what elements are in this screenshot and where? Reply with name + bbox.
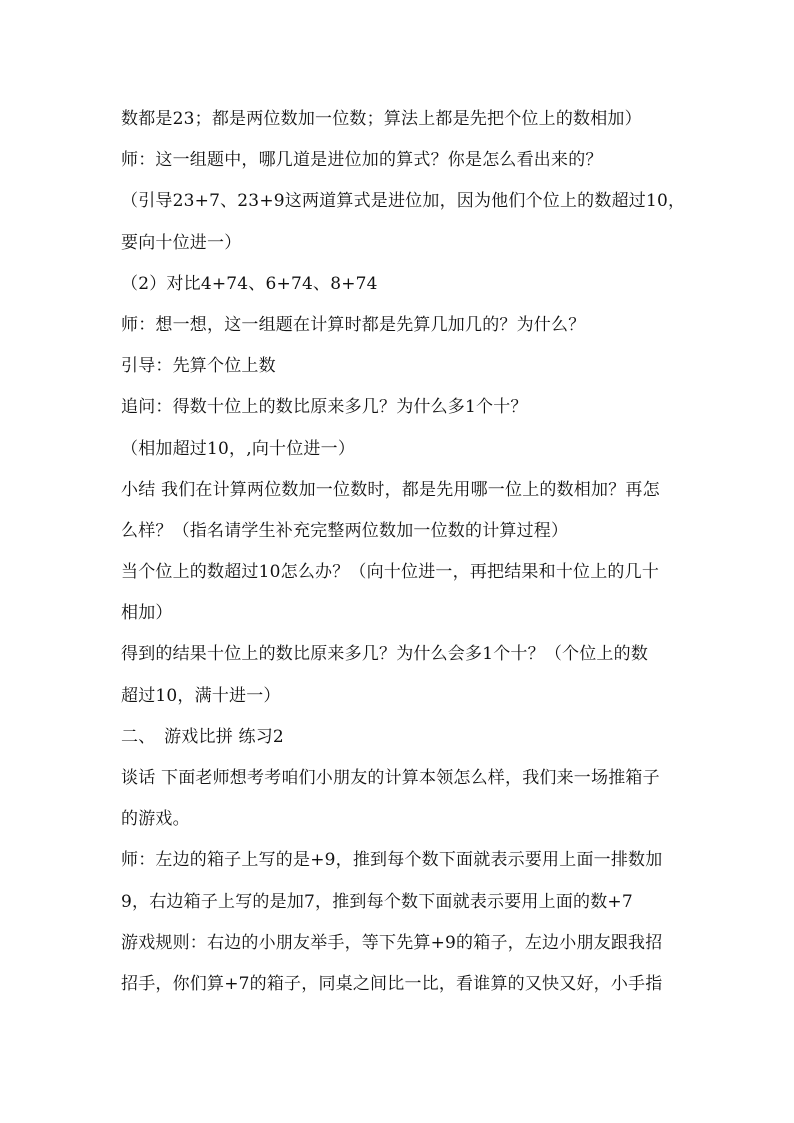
document-body — [121, 99, 721, 1005]
text-line: 的游戏。 — [121, 809, 190, 830]
text-line: 要向十位进一） — [121, 232, 242, 253]
text-line: 引导：先算个位上数 — [121, 356, 276, 377]
text-line: （相加超过10，,向十位进一） — [121, 438, 356, 459]
section-heading: 二、 游戏比拼 练习2 — [121, 726, 284, 747]
text-line: （引导23+7、23+9这两道算式是进位加，因为他们个位上的数超过10， — [121, 191, 686, 212]
text-line: 9，右边箱子上写的是加7，推到每个数下面就表示要用上面的数+7 — [121, 891, 633, 912]
text-line: 得到的结果十位上的数比原来多几？为什么会多1个十？（个位上的数 — [121, 644, 649, 665]
text-line: 数都是23；都是两位数加一位数；算法上都是先把个位上的数相加） — [121, 109, 642, 129]
text-line: 游戏规则：右边的小朋友举手，等下先算+9的箱子，左边小朋友跟我招 — [121, 932, 663, 953]
text-line: 么样？（指名请学生补充完整两位数加一位数的计算过程） — [121, 520, 569, 541]
text-line: 师：这一组题中，哪几道是进位加的算式？你是怎么看出来的？ — [121, 150, 603, 171]
text-line: 超过10，满十进一） — [121, 685, 281, 706]
text-line: 师：左边的箱子上写的是+9，推到每个数下面就表示要用上面一排数加 — [121, 850, 663, 871]
text-line: （2）对比4+74、6+74、8+74 — [121, 273, 378, 294]
text-line: 师：想一想，这一组题在计算时都是先算几加几的？为什么？ — [121, 314, 586, 335]
text-line: 追问：得数十位上的数比原来多几？为什么多1个十？ — [121, 397, 528, 418]
text-line: 招手，你们算+7的箱子，同桌之间比一比，看谁算的又快又好，小手指 — [121, 973, 663, 994]
text-line: 相加） — [121, 603, 173, 624]
text-line: 小结 我们在计算两位数加一位数时，都是先用哪一位上的数相加？再怎 — [121, 479, 660, 500]
text-line: 当个位上的数超过10怎么办？（向十位进一，再把结果和十位上的几十 — [121, 562, 660, 583]
text-line: 谈话 下面老师想考考咱们小朋友的计算本领怎么样，我们来一场推箱子 — [121, 768, 660, 788]
